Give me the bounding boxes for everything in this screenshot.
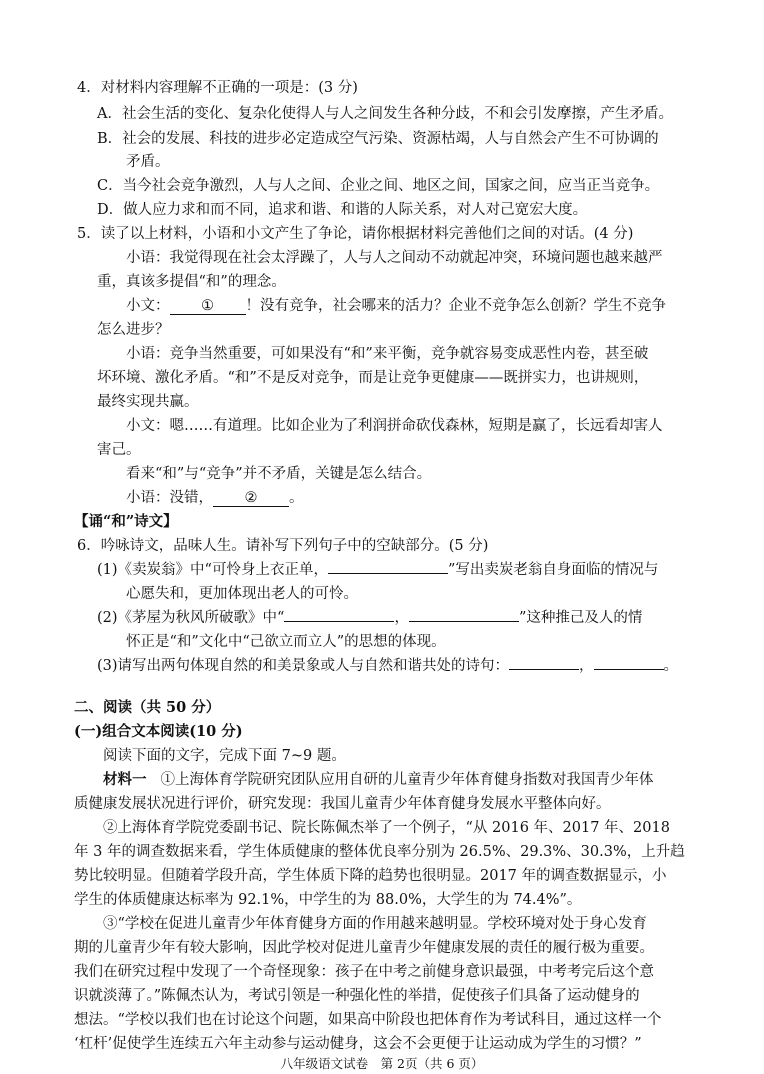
answer-blank[interactable] — [284, 621, 394, 622]
material-line: 年 3 年的调查数据来看，学生体质健康的整体优良率分别为 26.5%、29.3%、30.3%，上升趋 — [74, 844, 685, 860]
q6-stem: 6．吟咏诗文，品味人生。请补写下列句子中的空缺部分。(5 分) — [77, 538, 489, 554]
q5-dialogue-line: 最终实现共赢。 — [97, 394, 199, 410]
material-paragraph: 材料一 ①上海体育学院研究团队应用自研的儿童青少年体育健身指数对我国青少年体 — [103, 771, 654, 788]
q4-option-a: A．社会生活的变化、复杂化使得人与人之间发生各种分歧，不和会引发摩擦，产生矛盾。 — [97, 106, 673, 122]
q5-dialogue-line: 看来“和”与“竞争”并不矛盾，关键是怎么结合。 — [126, 466, 432, 482]
q5-dialogue-line: 重，真该多提倡“和”的理念。 — [97, 274, 286, 290]
q5-dialogue-line: 怎么进步？ — [97, 322, 170, 338]
answer-blank[interactable] — [328, 573, 448, 574]
material-line: 势比较明显。但随着学段升高，学生体质下降的趋势也很明显。2017 年的调查数据显示，小 — [74, 868, 667, 884]
q4-option-b: B．社会的发展、科技的进步必定造成空气污染、资源枯竭，人与自然会产生不可协调的 — [97, 131, 659, 147]
material-line: 学生的体质健康达标率为 92.1%，中学生的为 88.0%，大学生的为 74.4%”。 — [74, 892, 582, 908]
material-line: 期的儿童青少年有较大影响，因此学校对促进儿童青少年健康发展的责任的履行极为重要。 — [74, 940, 654, 956]
q5-speaker: 小文： — [126, 298, 170, 314]
q5-speaker: 小语：没错， — [126, 490, 213, 506]
material-line: 识就淡薄了。”陈佩杰认为，考试引领是一种强化性的举措，促使孩子们具备了运动健身的 — [74, 988, 640, 1004]
part-subtitle: (一)组合文本阅读(10 分) — [74, 723, 243, 740]
answer-blank[interactable] — [509, 669, 579, 670]
q5-dialogue-line: 害己。 — [97, 442, 141, 458]
q6-item-2-cont: 怀正是“和”文化中“己欲立而立人”的思想的体现。 — [126, 634, 446, 650]
answer-blank-1[interactable]: ① — [170, 298, 246, 315]
q4-stem: 4．对材料内容理解不正确的一项是：(3 分) — [77, 80, 358, 96]
q5-dialogue-line: 小语：我觉得现在社会太浮躁了，人与人之间动不动就起冲突，环境问题也越来越严 — [126, 250, 663, 266]
q5-dialogue-line — [126, 296, 666, 316]
material-line: ②上海体育学院党委副书记、院长陈佩杰举了一个例子，“从 2016 年、2017 年、2018 — [103, 820, 670, 836]
material-line: 我们在研究过程中发现了一个奇怪现象：孩子在中考之前健身意识最强，中考考完后这个意 — [74, 964, 654, 980]
q4-option-c: C．当今社会竞争激烈，人与人之间、企业之间、地区之间，国家之间，应当正当竞争。 — [97, 178, 660, 194]
q6-item-1-cont: 心愿失和，更加体现出老人的可怜。 — [126, 586, 358, 602]
q5-dialogue-line: 坏环境、激化矛盾。“和”不是反对竞争，而是让竞争更健康——既拼实力，也讲规则， — [97, 370, 649, 386]
q5-dialogue-line: 小文：嗯……有道理。比如企业为了利润拼命砍伐森林，短期是赢了，长远看却害人 — [126, 418, 663, 434]
page-footer: 八年级语文试卷 第 2页（共 6 页） — [280, 1056, 484, 1071]
material-line: ‘杠杆’促使学生连续五六年主动参与运动健身，这会不会更便于让运动成为学生的习惯？” — [74, 1036, 642, 1052]
material-label: 材料一 — [103, 771, 147, 788]
material-line: 想法。“学校以我们也在讨论这个问题，如果高中阶段也把体育作为考试科目，通过这样一个 — [74, 1012, 662, 1028]
reading-instruction: 阅读下面的文字，完成下面 7~9 题。 — [103, 748, 346, 764]
q6-item-2: (2)《茅屋为秋风所破歌》中“ ， ”这种推己及人的情 — [97, 610, 643, 626]
answer-blank-2[interactable]: ② — [213, 490, 289, 507]
q5-dialogue-line: 小语：竞争当然重要，可如果没有“和”来平衡，竞争就容易变成恶性内卷，甚至破 — [126, 346, 649, 362]
q5-dialogue-text: 。 — [289, 490, 304, 506]
q5-dialogue-line — [126, 488, 304, 508]
answer-blank[interactable] — [594, 669, 664, 670]
q6-item-3: (3)请写出两句体现自然的和美景象或人与自然和谐共处的诗句： ， 。 — [97, 658, 679, 674]
material-line: 质健康发展状况进行评价，研究发现：我国儿童青少年体育健身发展水平整体向好。 — [74, 796, 611, 812]
part-title: 二、阅读（共 50 分） — [74, 699, 221, 716]
q4-option-b-cont: 矛盾。 — [126, 154, 170, 170]
section-heading: 【诵“和”诗文】 — [74, 513, 178, 530]
q4-option-d: D．做人应力求和而不同，追求和谐、和谐的人际关系，对人对己宽宏大度。 — [97, 202, 588, 218]
answer-blank[interactable] — [409, 621, 519, 622]
q5-dialogue-text: ！没有竞争，社会哪来的活力？企业不竞争怎么创新？学生不竞争 — [245, 298, 666, 314]
material-line: ③“学校在促进儿童青少年体育健身方面的作用越来越明显。学校环境对处于身心发育 — [103, 916, 647, 932]
q5-stem: 5．读了以上材料，小语和小文产生了争论，请你根据材料完善他们之间的对话。(4 分) — [77, 226, 634, 242]
q6-item-1: (1)《卖炭翁》中“可怜身上衣正单， ”写出卖炭老翁自身面临的情况与 — [97, 562, 659, 578]
